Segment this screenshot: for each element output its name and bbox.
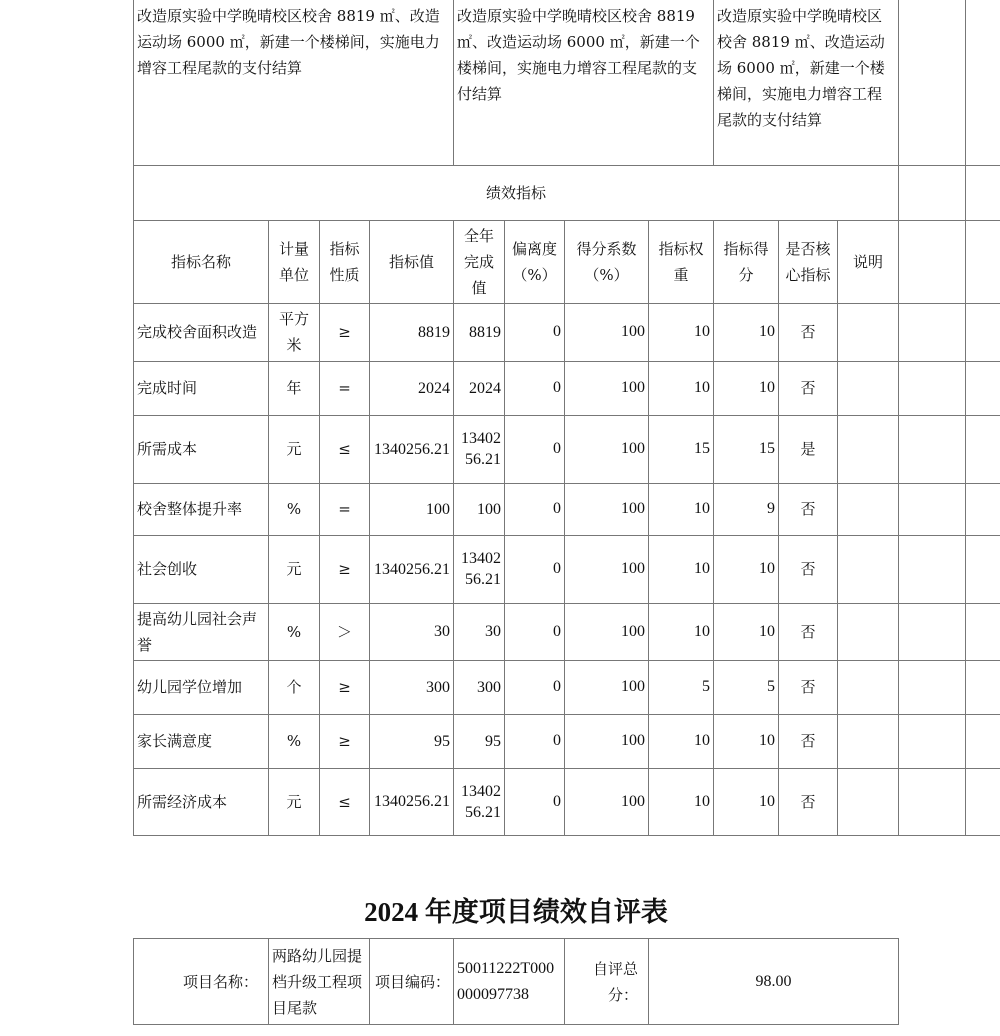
cell-indicator-name: 提高幼儿园社会声誉 <box>134 603 269 660</box>
empty-cell <box>899 0 966 165</box>
score-label: 自评总分： <box>565 939 649 1025</box>
cell-nature: ≤ <box>320 415 370 483</box>
cell-target: 8819 <box>370 303 454 361</box>
empty-cell <box>966 768 1000 835</box>
cell-unit: 元 <box>269 768 320 835</box>
cell-nature: ≥ <box>320 303 370 361</box>
empty-cell <box>899 714 966 768</box>
cell-unit: 元 <box>269 415 320 483</box>
cell-weight: 15 <box>649 415 714 483</box>
cell-deviation: 0 <box>505 483 565 535</box>
cell-unit: 年 <box>269 361 320 415</box>
project-name-value: 两路幼儿园提档升级工程项目尾款 <box>269 939 370 1025</box>
cell-note <box>838 714 899 768</box>
goal-cell-3: 改造原实验中学晚晴校区校舍 8819 ㎡、改造运动场 6000 ㎡，新建一个楼梯间，实施电力增容工程尾款的支付结算 <box>714 0 899 165</box>
header-coefficient: 得分系数（%） <box>565 220 649 303</box>
cell-core: 否 <box>779 361 838 415</box>
cell-target: 300 <box>370 660 454 714</box>
cell-unit: % <box>269 483 320 535</box>
empty-cell <box>966 0 1000 165</box>
cell-indicator-name: 社会创收 <box>134 535 269 603</box>
empty-cell <box>966 714 1000 768</box>
cell-nature: = <box>320 361 370 415</box>
goal-cell-2: 改造原实验中学晚晴校区校舍 8819 ㎡、改造运动场 6000 ㎡，新建一个楼梯间，实施电力增容工程尾款的支付结算 <box>454 0 714 165</box>
cell-score: 10 <box>714 768 779 835</box>
empty-cell <box>899 165 966 220</box>
cell-nature: ≥ <box>320 660 370 714</box>
cell-weight: 10 <box>649 361 714 415</box>
cell-coefficient: 100 <box>565 768 649 835</box>
cell-target: 2024 <box>370 361 454 415</box>
table-row <box>134 483 1000 535</box>
cell-unit: 元 <box>269 535 320 603</box>
cell-note <box>838 415 899 483</box>
cell-coefficient: 100 <box>565 483 649 535</box>
empty-cell <box>899 768 966 835</box>
header-weight: 指标权重 <box>649 220 714 303</box>
cell-core: 否 <box>779 714 838 768</box>
performance-indicator-table <box>133 0 1000 836</box>
cell-deviation: 0 <box>505 660 565 714</box>
table-row <box>134 361 1000 415</box>
cell-weight: 10 <box>649 483 714 535</box>
cell-nature: ≤ <box>320 768 370 835</box>
cell-coefficient: 100 <box>565 660 649 714</box>
table-row <box>134 768 1000 835</box>
cell-nature: ＞ <box>320 603 370 660</box>
cell-deviation: 0 <box>505 714 565 768</box>
empty-cell <box>966 535 1000 603</box>
empty-cell <box>899 483 966 535</box>
header-target: 指标值 <box>370 220 454 303</box>
header-score: 指标得分 <box>714 220 779 303</box>
cell-unit: % <box>269 603 320 660</box>
cell-note <box>838 603 899 660</box>
cell-unit: 平方米 <box>269 303 320 361</box>
empty-cell <box>966 303 1000 361</box>
empty-cell <box>899 660 966 714</box>
cell-core: 否 <box>779 660 838 714</box>
cell-nature: ≥ <box>320 714 370 768</box>
cell-weight: 10 <box>649 768 714 835</box>
cell-actual: 95 <box>454 714 505 768</box>
cell-indicator-name: 所需成本 <box>134 415 269 483</box>
empty-cell <box>899 535 966 603</box>
cell-score: 10 <box>714 535 779 603</box>
cell-note <box>838 768 899 835</box>
cell-actual: 1340256.21 <box>454 768 505 835</box>
cell-actual: 1340256.21 <box>454 535 505 603</box>
cell-core: 否 <box>779 303 838 361</box>
cell-note <box>838 303 899 361</box>
cell-target: 100 <box>370 483 454 535</box>
table-row <box>134 714 1000 768</box>
cell-coefficient: 100 <box>565 303 649 361</box>
empty-cell <box>899 303 966 361</box>
cell-actual: 1340256.21 <box>454 415 505 483</box>
cell-actual: 30 <box>454 603 505 660</box>
header-actual: 全年完成值 <box>454 220 505 303</box>
cell-target: 1340256.21 <box>370 535 454 603</box>
empty-cell <box>966 603 1000 660</box>
cell-weight: 10 <box>649 303 714 361</box>
project-info-table <box>133 938 899 1025</box>
empty-cell <box>899 361 966 415</box>
cell-core: 否 <box>779 768 838 835</box>
header-unit: 计量单位 <box>269 220 320 303</box>
cell-deviation: 0 <box>505 303 565 361</box>
empty-cell <box>966 361 1000 415</box>
project-name-label: 项目名称： <box>134 939 269 1025</box>
empty-cell <box>966 415 1000 483</box>
cell-score: 15 <box>714 415 779 483</box>
cell-target: 95 <box>370 714 454 768</box>
header-deviation: 偏离度（%） <box>505 220 565 303</box>
cell-indicator-name: 完成校舍面积改造 <box>134 303 269 361</box>
cell-indicator-name: 家长满意度 <box>134 714 269 768</box>
cell-target: 30 <box>370 603 454 660</box>
empty-cell <box>966 165 1000 220</box>
cell-deviation: 0 <box>505 535 565 603</box>
cell-weight: 10 <box>649 535 714 603</box>
cell-weight: 5 <box>649 660 714 714</box>
cell-target: 1340256.21 <box>370 415 454 483</box>
header-core: 是否核心指标 <box>779 220 838 303</box>
cell-coefficient: 100 <box>565 535 649 603</box>
cell-indicator-name: 校舍整体提升率 <box>134 483 269 535</box>
cell-score: 10 <box>714 361 779 415</box>
form-title: 2024 年度项目绩效自评表 <box>364 897 668 927</box>
cell-core: 否 <box>779 483 838 535</box>
cell-indicator-name: 幼儿园学位增加 <box>134 660 269 714</box>
cell-coefficient: 100 <box>565 603 649 660</box>
empty-cell <box>899 603 966 660</box>
empty-cell <box>966 220 1000 303</box>
cell-weight: 10 <box>649 714 714 768</box>
project-code-label: 项目编码： <box>370 939 454 1025</box>
cell-deviation: 0 <box>505 603 565 660</box>
cell-nature: ≥ <box>320 535 370 603</box>
cell-note <box>838 483 899 535</box>
cell-deviation: 0 <box>505 415 565 483</box>
cell-score: 10 <box>714 303 779 361</box>
empty-cell <box>899 415 966 483</box>
cell-core: 否 <box>779 603 838 660</box>
cell-note <box>838 361 899 415</box>
cell-nature: = <box>320 483 370 535</box>
header-indicator-name: 指标名称 <box>134 220 269 303</box>
header-note: 说明 <box>838 220 899 303</box>
table-row <box>134 535 1000 603</box>
cell-coefficient: 100 <box>565 415 649 483</box>
cell-score: 9 <box>714 483 779 535</box>
empty-cell <box>966 483 1000 535</box>
cell-actual: 100 <box>454 483 505 535</box>
table-row <box>134 660 1000 714</box>
cell-note <box>838 660 899 714</box>
cell-coefficient: 100 <box>565 361 649 415</box>
cell-actual: 2024 <box>454 361 505 415</box>
cell-indicator-name: 完成时间 <box>134 361 269 415</box>
header-nature: 指标性质 <box>320 220 370 303</box>
cell-actual: 8819 <box>454 303 505 361</box>
cell-note <box>838 535 899 603</box>
cell-actual: 300 <box>454 660 505 714</box>
section-title: 绩效指标 <box>134 165 899 220</box>
cell-core: 否 <box>779 535 838 603</box>
cell-coefficient: 100 <box>565 714 649 768</box>
cell-score: 5 <box>714 660 779 714</box>
empty-cell <box>899 220 966 303</box>
empty-cell <box>966 660 1000 714</box>
table-row <box>134 303 1000 361</box>
project-code-value: 50011222T000000097738 <box>454 939 565 1025</box>
cell-deviation: 0 <box>505 361 565 415</box>
score-value: 98.00 <box>649 939 899 1025</box>
cell-indicator-name: 所需经济成本 <box>134 768 269 835</box>
table-row <box>134 603 1000 660</box>
goal-cell-1: 改造原实验中学晚晴校区校舍 8819 ㎡、改造运动场 6000 ㎡，新建一个楼梯间，实施电力增容工程尾款的支付结算 <box>134 0 454 165</box>
cell-score: 10 <box>714 714 779 768</box>
cell-unit: 个 <box>269 660 320 714</box>
cell-weight: 10 <box>649 603 714 660</box>
cell-deviation: 0 <box>505 768 565 835</box>
cell-score: 10 <box>714 603 779 660</box>
cell-target: 1340256.21 <box>370 768 454 835</box>
cell-unit: % <box>269 714 320 768</box>
cell-core: 是 <box>779 415 838 483</box>
table-row <box>134 415 1000 483</box>
